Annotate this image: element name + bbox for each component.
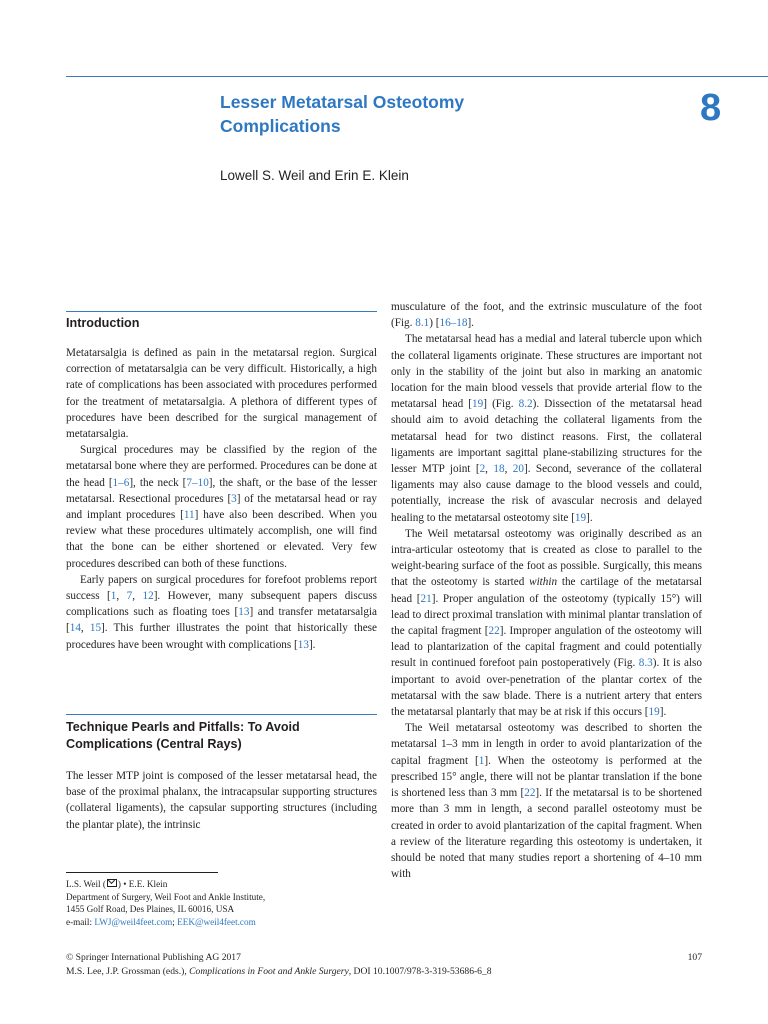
footnote-email: e-mail: LWJ@weil4feet.com; EEK@weil4feet.com: [66, 916, 256, 927]
citation-link[interactable]: 3: [231, 492, 237, 505]
footnote-authors: L.S. Weil ( ) • E.E. Klein: [66, 879, 168, 889]
intro-paragraph-2: Surgical procedures may be classified by the region of the metatarsal bone where they are performed. Procedures can be done at the head [1–6], the neck [7–10], the shaft, or the base of the lesser metatarsal. Resectional procedures [3] of the metatarsal head or ray and implant procedures [11] have also been described. When you review what these procedures ultimately accomplish, one will find that the bone can be either shortened or elevated. Very few procedures described can both of these functions.: [66, 444, 378, 570]
envelope-icon: [107, 879, 117, 887]
author-footnote: [66, 878, 386, 928]
citation-link[interactable]: 12: [142, 590, 154, 603]
citation-link[interactable]: 21: [420, 592, 432, 605]
intro-paragraph-3: Early papers on surgical procedures for forefoot problems report success [1, 7, 12]. However, many subsequent papers discuss complications such as floating toes [13] and transfer metatarsalgia [14, 15]. This further illustrates the point that historically these procedures have been wrought with complications [13].: [66, 573, 378, 651]
page-number: 107: [687, 952, 702, 963]
introduction-rule: [66, 311, 377, 312]
citation-link[interactable]: 1: [110, 590, 117, 603]
technique-heading: [66, 719, 377, 753]
right-paragraph-2: The metatarsal head has a medial and lateral tubercle upon which the collateral ligaments originate. These structures are important not only in the stability of the joint but also in marking an anatomic location for the main blood vessels that provide arterial flow to the metatarsal head [19] (Fig. 8.2). Dissection of the metatarsal head should aim to avoid detaching the collateral ligaments from the metatarsal head for two distinct reasons. First, the collateral ligaments are important sagittal plane-stabilizing structures for the lesser MTP joint [2, 18, 20]. Second, severance of the collateral ligaments may also cause damage to the blood vessels and could, potentially, increase the risk of avascular necrosis and delayed healing to the metatarsal osteotomy site [19].: [391, 333, 703, 524]
citation-link[interactable]: 18: [493, 463, 505, 476]
right-column: [391, 299, 702, 882]
chapter-number: 8: [700, 87, 722, 129]
citation-link[interactable]: 7–10: [186, 476, 209, 489]
right-paragraph-1: musculature of the foot, and the extrinsic musculature of the foot (Fig. 8.1) [16–18].: [391, 301, 702, 330]
technique-paragraph-1: The lesser MTP joint is composed of the lesser metatarsal head, the base of the proximal phalanx, the intracapsular supporting structures (collateral ligaments), the capsular supporting structures (including the plantar plate), the intrinsic: [66, 770, 377, 831]
left-column: [66, 345, 377, 653]
citation-link[interactable]: 14: [69, 622, 81, 635]
chapter-title-line-2: Complications: [220, 116, 341, 136]
citation-link[interactable]: 11: [183, 509, 195, 522]
email-link[interactable]: LWJ@weil4feet.com: [94, 916, 173, 927]
copyright: © Springer International Publishing AG 2017: [66, 952, 241, 963]
citation-link[interactable]: 20: [512, 463, 524, 476]
citation-link[interactable]: 19: [648, 706, 660, 719]
figure-link[interactable]: 8.3: [638, 657, 653, 670]
technique-rule: [66, 714, 377, 715]
figure-link[interactable]: 8.2: [518, 398, 533, 411]
citation-link[interactable]: 15: [89, 622, 102, 635]
chapter-authors: Lowell S. Weil and Erin E. Klein: [220, 168, 409, 183]
citation-link[interactable]: 13: [297, 638, 309, 651]
citation-link[interactable]: 2: [479, 463, 486, 476]
chapter-title: [220, 90, 640, 138]
footnote-rule: [66, 872, 218, 873]
chapter-title-line-1: Lesser Metatarsal Osteotomy: [220, 92, 465, 112]
citation-link[interactable]: 1–6: [112, 476, 130, 489]
citation-link[interactable]: 19: [574, 511, 587, 524]
intro-paragraph-1: Metatarsalgia is defined as pain in the metatarsal region. Surgical correction of metatarsalgia can be very difficult. Historically, a high rate of complications has been associated with procedures performed for the treatment of metatarsalgia. A plethora of different types of procedures have been described for the surgical management of metatarsalgia.: [66, 347, 377, 441]
technique-heading-line-2: Complications (Central Rays): [66, 737, 242, 751]
top-rule: [66, 76, 768, 77]
introduction-heading-text: Introduction: [66, 316, 140, 330]
citation-link[interactable]: 13: [238, 606, 250, 619]
footnote-affiliation: Department of Surgery, Weil Foot and Ankle Institute,: [66, 891, 266, 902]
citation-link[interactable]: 22: [524, 787, 536, 800]
citation-link[interactable]: 7: [126, 590, 133, 603]
citation-link[interactable]: 22: [488, 625, 500, 638]
citation-link[interactable]: 1: [478, 754, 485, 767]
email-link[interactable]: EEK@weil4feet.com: [177, 916, 256, 927]
footnote-address: 1455 Golf Road, Des Plaines, IL 60016, USA: [66, 904, 235, 915]
introduction-heading: [66, 315, 377, 332]
right-paragraph-4: The Weil metatarsal osteotomy was described to shorten the metatarsal 1–3 mm in length in order to avoid plantarization of the capital fragment [1]. When the osteotomy is performed at the prescribed 15° angle, there will not be plantar translation if the bone is shortened less than 3 mm [22]. If the metatarsal is to be shortened more than 3 mm in length, a second parallel osteotomy must be created in order to avoid plantarization of the capital fragment. When a review of the literature regarding this osteotomy is undertaken, it should be noted that many studies report a shortening of 4–10 mm with: [391, 722, 703, 881]
book-citation: M.S. Lee, J.P. Grossman (eds.), Complications in Foot and Ankle Surgery, DOI 10.1007/978-3-319-53686-6_8: [66, 966, 492, 977]
technique-heading-line-1: Technique Pearls and Pitfalls: To Avoid: [66, 720, 300, 734]
citation-link[interactable]: 16–18: [439, 317, 468, 330]
citation-link[interactable]: 19: [472, 398, 484, 411]
right-paragraph-3: The Weil metatarsal osteotomy was originally described as an intra-articular osteotomy that is created as close to parallel to the weight-bearing surface of the foot as possible. Surgically, this means that the osteotomy is started within the cartilage of the metatarsal head [21]. Proper angulation of the osteotomy (typically 15°) will lead to direct proximal translation with minimal plantar translation of the capital fragment [22]. Improper angulation of the osteotomy will lead to plantarization of the capital fragment and could potentially result in continued forefoot pain postoperatively (Fig. 8.3). It is also important to avoid over-penetration of the plantar cortex of the metatarsal with the saw blade. There is a nutrient artery that enters the metatarsal plantarly that may be at risk if this occurs [19].: [391, 527, 702, 719]
technique-column: [66, 768, 377, 833]
figure-link[interactable]: 8.1: [415, 317, 430, 330]
